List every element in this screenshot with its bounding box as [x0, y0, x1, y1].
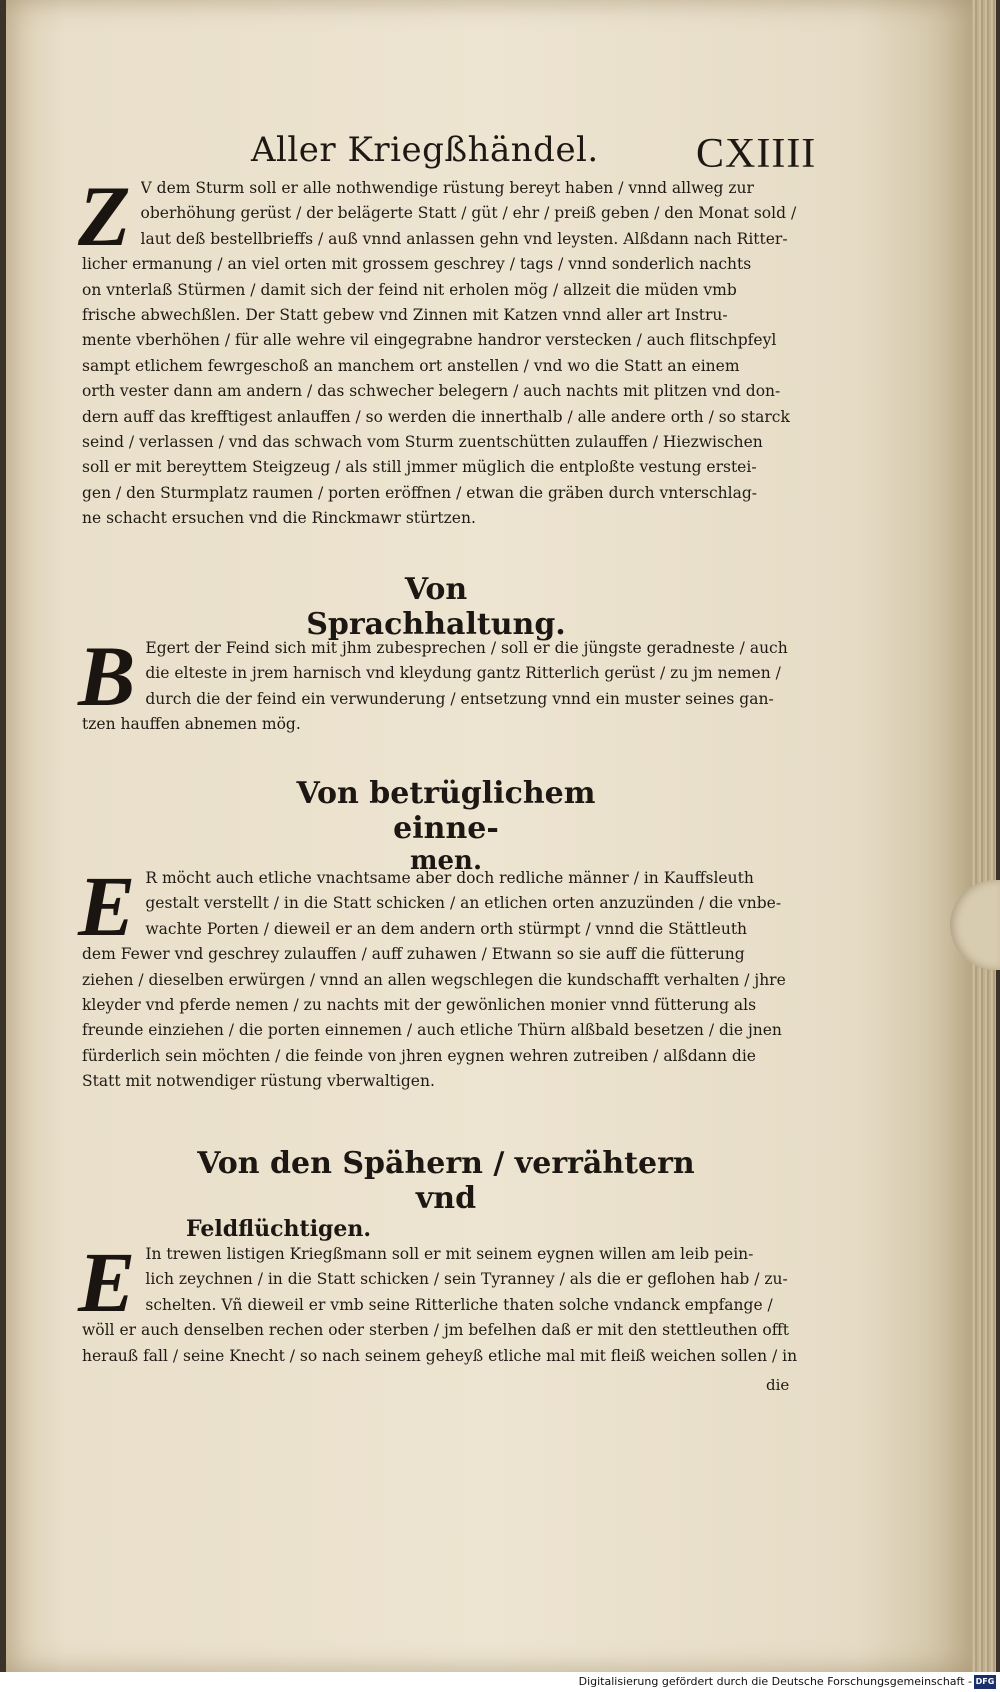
text-line: on vnterlaß Stürmen / damit sich der feind nit erholen mög / allzeit die müden vmb: [82, 280, 737, 299]
dfg-logo: DFG: [974, 1675, 996, 1689]
text-line: herauß fall / seine Knecht / so nach seinem geheyß etliche mal mit fleiß weichen sollen / in: [82, 1346, 798, 1365]
heading-line: Feldflüchtigen.: [186, 1216, 372, 1242]
text-line: In trewen listigen Kriegßmann soll er mit seinem eygnen willen am leib pein-: [145, 1245, 754, 1263]
folio-number: CXIIII: [696, 131, 817, 177]
text-line: durch die der feind ein verwunderung / entsetzung vnnd ein muster seines gan-: [145, 689, 774, 708]
text-line: frische abwechßlen. Der Statt gebew vnd Zinnen mit Katzen vnnd aller art Instru-: [82, 306, 728, 325]
text-line: seind / verlassen / vnd das schwach vom Sturm zuentschütten zulauffen / Hiezwischen: [82, 433, 763, 452]
footer-text: Digitalisierung gefördert durch die Deutsche Forschungsgemeinschaft -: [578, 1675, 972, 1688]
text-line: Egert der Feind sich mit jhm zubesprechen / soll er die jüngste geradneste / auch: [145, 639, 788, 657]
footer-credit: [0, 1672, 1000, 1692]
text-line: gen / den Sturmplatz raumen / porten eröffnen / etwan die gräben durch vnterschlag-: [82, 483, 758, 502]
text-line: orth vester dann am andern / das schwecher belegern / auch nachts mit plitzen vnd don-: [82, 382, 781, 401]
text-line: dern auff das krefftigest anlauffen / so werden die innerthalb / alle andere orth / so starck: [82, 407, 790, 426]
page-edges: [972, 0, 996, 1672]
text-line: fürderlich sein möchten / die feinde von jhren eygnen wehren zutreiben / alßdann die: [82, 1046, 756, 1065]
text-line: V dem Sturm soll er alle nothwendige rüstung bereyt haben / vnnd allweg zur: [140, 179, 754, 197]
heading-spaeher: [166, 1146, 726, 1242]
text-line: laut deß bestellbrieffs / auß vnnd anlassen gehn vnd leysten. Alßdann nach Ritter-: [140, 229, 788, 248]
text-line: licher ermanung / an viel orten mit grossem geschrey / tags / vnnd sonderlich nachts: [82, 255, 752, 274]
text-line: soll er mit bereyttem Steigzeug / als still jmmer müglich die entploßte vestung erstei-: [82, 458, 757, 477]
book-page: [6, 0, 972, 1672]
text-line: tzen hauffen abnemen mög.: [82, 715, 301, 734]
text-line: kleyder vnd pferde nemen / zu nachts mit der gewönlichen monier vnnd fütterung als: [82, 996, 757, 1015]
text-line: die elteste in jrem harnisch vnd kleydung gantz Ritterlich gerüst / zu jm nemen /: [145, 664, 781, 683]
text-line: lich zeychnen / in die Statt schicken / sein Tyranney / als die er geflohen hab / zu-: [145, 1270, 788, 1289]
paragraph-sprachhaltung: [78, 628, 804, 738]
text-line: mente vberhöhen / für alle wehre vil eingegrabne handror verstecken / auch flitschpfeyl: [82, 331, 777, 350]
heading-betrueglich: [256, 776, 636, 876]
text-line: freunde einziehen / die porten einnemen / auch etliche Thürn alßbald besetzen / die jnen: [82, 1021, 782, 1040]
heading-sprachhaltung: Von Sprachhaltung.: [306, 572, 566, 642]
drop-initial: E: [78, 858, 136, 954]
paragraph-sturm: [78, 168, 804, 532]
text-line: wachte Porten / dieweil er an dem andern orth stürmpt / vnnd die Stättleuth: [145, 919, 748, 938]
text-line: schelten. Vñ dieweil er vmb seine Ritterliche thaten solche vndanck empfange /: [145, 1295, 773, 1314]
text-line: dem Fewer vnd geschrey zulauffen / auff zuhawen / Etwann so sie auff die fütterung: [82, 945, 745, 964]
heading-line: men.: [409, 846, 482, 876]
drop-initial: E: [78, 1234, 136, 1330]
text-line: R möcht auch etliche vnachtsame aber doch redliche männer / in Kauffsleuth: [145, 869, 754, 887]
drop-initial: Z: [78, 168, 131, 264]
drop-initial: B: [78, 628, 136, 724]
text-line: gestalt verstellt / in die Statt schicken / an etlichen orten anzuzünden / die vnbe-: [145, 894, 782, 913]
running-head: Aller Kriegßhändel.: [251, 130, 599, 170]
text-line: ziehen / dieselben erwürgen / vnnd an allen wegschlegen die kundschafft verhalten / jhre: [82, 970, 786, 989]
text-line: ne schacht ersuchen vnd die Rinckmawr stürtzen.: [82, 509, 476, 528]
catchword: die: [766, 1376, 790, 1394]
text-line: wöll er auch denselben rechen oder sterben / jm befelhen daß er mit den stettleuthen offt: [82, 1321, 789, 1340]
text-line: Statt mit notwendiger rüstung vberwaltigen.: [82, 1072, 435, 1091]
text-line: oberhöhung gerüst / der belägerte Statt / güt / ehr / preiß geben / den Monat sold /: [140, 204, 797, 223]
paragraph-betrueglich: [78, 858, 804, 1095]
paragraph-spaeher: [78, 1234, 804, 1369]
text-line: sampt etlichem fewrgeschoß an manchem ort anstellen / vnd wo die Statt an einem: [82, 356, 740, 375]
heading-line: Von betrüglichem einne-: [296, 776, 596, 846]
heading-line: Von den Spähern / verrähtern vnd: [197, 1146, 695, 1216]
